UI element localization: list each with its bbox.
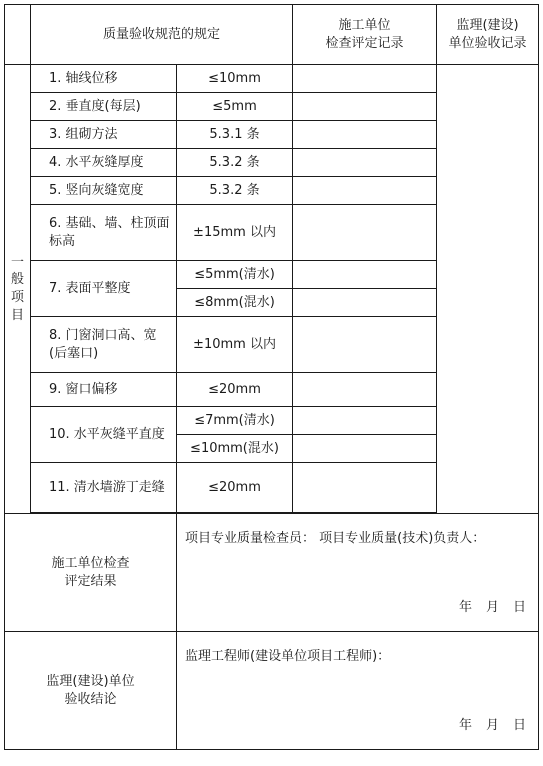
date-month: 月	[485, 718, 499, 734]
item-label: 6. 基础、墙、柱顶面标高	[31, 205, 177, 261]
record-grid[interactable]	[293, 373, 437, 407]
quality-acceptance-table	[4, 4, 539, 750]
supervisor-conclusion-cell[interactable]	[177, 632, 539, 750]
contractor-result-label-line2: 评定结果	[64, 573, 117, 589]
item-label: 11. 清水墙游丁走缝	[31, 463, 177, 513]
item-standard: ≤20mm	[177, 463, 293, 513]
item-standard: ≤5mm(清水)	[177, 261, 293, 289]
category-label	[5, 65, 31, 514]
record-cell[interactable]	[293, 121, 437, 149]
spec-title: 质量验收规范的规定	[31, 5, 293, 65]
record-grid[interactable]	[293, 317, 437, 373]
header-corner	[5, 5, 31, 65]
record-grid[interactable]	[293, 289, 437, 317]
item-label: 5. 竖向灰缝宽度	[31, 177, 177, 205]
item-standard: 5.3.2 条	[177, 149, 293, 177]
contractor-date	[445, 599, 526, 617]
contractor-result-label-line1: 施工单位检查	[51, 555, 130, 571]
contractor-signers: 项目专业质量检查员： 项目专业质量(技术)负责人：	[185, 531, 486, 546]
supervisor-title	[437, 5, 539, 65]
category-char: 一	[10, 254, 24, 270]
contractor-result-row	[5, 514, 539, 632]
category-char: 目	[10, 307, 24, 323]
item-standard: ≤20mm	[177, 373, 293, 407]
item-standard: 5.3.1 条	[177, 121, 293, 149]
contractor-title-line2: 检查评定记录	[325, 35, 404, 51]
contractor-result-label	[5, 514, 177, 632]
supervisor-conclusion-label	[5, 632, 177, 750]
record-grid[interactable]	[293, 93, 437, 121]
record-grid[interactable]	[293, 149, 437, 177]
item-label: 8. 门窗洞口高、宽(后塞口)	[31, 317, 177, 373]
item-standard: ≤8mm(混水)	[177, 289, 293, 317]
contractor-result-cell[interactable]	[177, 514, 539, 632]
date-month: 月	[485, 600, 499, 616]
record-grid[interactable]	[293, 435, 437, 463]
category-char: 般	[10, 272, 24, 288]
supervisor-conclusion-label-line2: 验收结论	[64, 691, 117, 707]
item-label: 4. 水平灰缝厚度	[31, 149, 177, 177]
contractor-title-line1: 施工单位	[338, 17, 391, 33]
date-year: 年	[458, 600, 472, 616]
record-grid[interactable]	[293, 177, 437, 205]
record-grid[interactable]	[293, 65, 437, 93]
category-char: 项	[10, 290, 24, 305]
supervisor-conclusion-row	[5, 632, 539, 750]
item-label: 3. 组砌方法	[31, 121, 177, 149]
item-standard: ≤7mm(清水)	[177, 407, 293, 435]
item-standard: ±10mm 以内	[177, 317, 293, 373]
item-label: 7. 表面平整度	[31, 261, 177, 317]
item-label: 1. 轴线位移	[31, 65, 177, 93]
item-standard: ≤10mm(混水)	[177, 435, 293, 463]
date-day: 日	[513, 600, 527, 616]
item-label: 10. 水平灰缝平直度	[31, 407, 177, 463]
header-row	[5, 5, 539, 65]
supervisor-title-line2: 单位验收记录	[448, 35, 527, 51]
supervisor-signer: 监理工程师(建设单位项目工程师)：	[185, 649, 391, 664]
item-standard: ≤5mm	[177, 93, 293, 121]
contractor-title	[293, 5, 437, 65]
table-row	[5, 65, 539, 93]
date-day: 日	[513, 718, 527, 734]
item-label: 2. 垂直度(每层)	[31, 93, 177, 121]
supervisor-date	[445, 717, 526, 735]
item-standard: ±15mm 以内	[177, 205, 293, 261]
supervisor-record-cell[interactable]	[437, 65, 539, 514]
item-standard: ≤10mm	[177, 65, 293, 93]
record-grid[interactable]	[293, 261, 437, 289]
record-grid[interactable]	[293, 205, 437, 261]
record-grid[interactable]	[293, 407, 437, 435]
item-label: 9. 窗口偏移	[31, 373, 177, 407]
supervisor-title-line1: 监理(建设)	[456, 17, 519, 33]
record-grid[interactable]	[293, 463, 437, 513]
supervisor-conclusion-label-line1: 监理(建设)单位	[46, 673, 135, 689]
item-standard: 5.3.2 条	[177, 177, 293, 205]
date-year: 年	[458, 718, 472, 734]
